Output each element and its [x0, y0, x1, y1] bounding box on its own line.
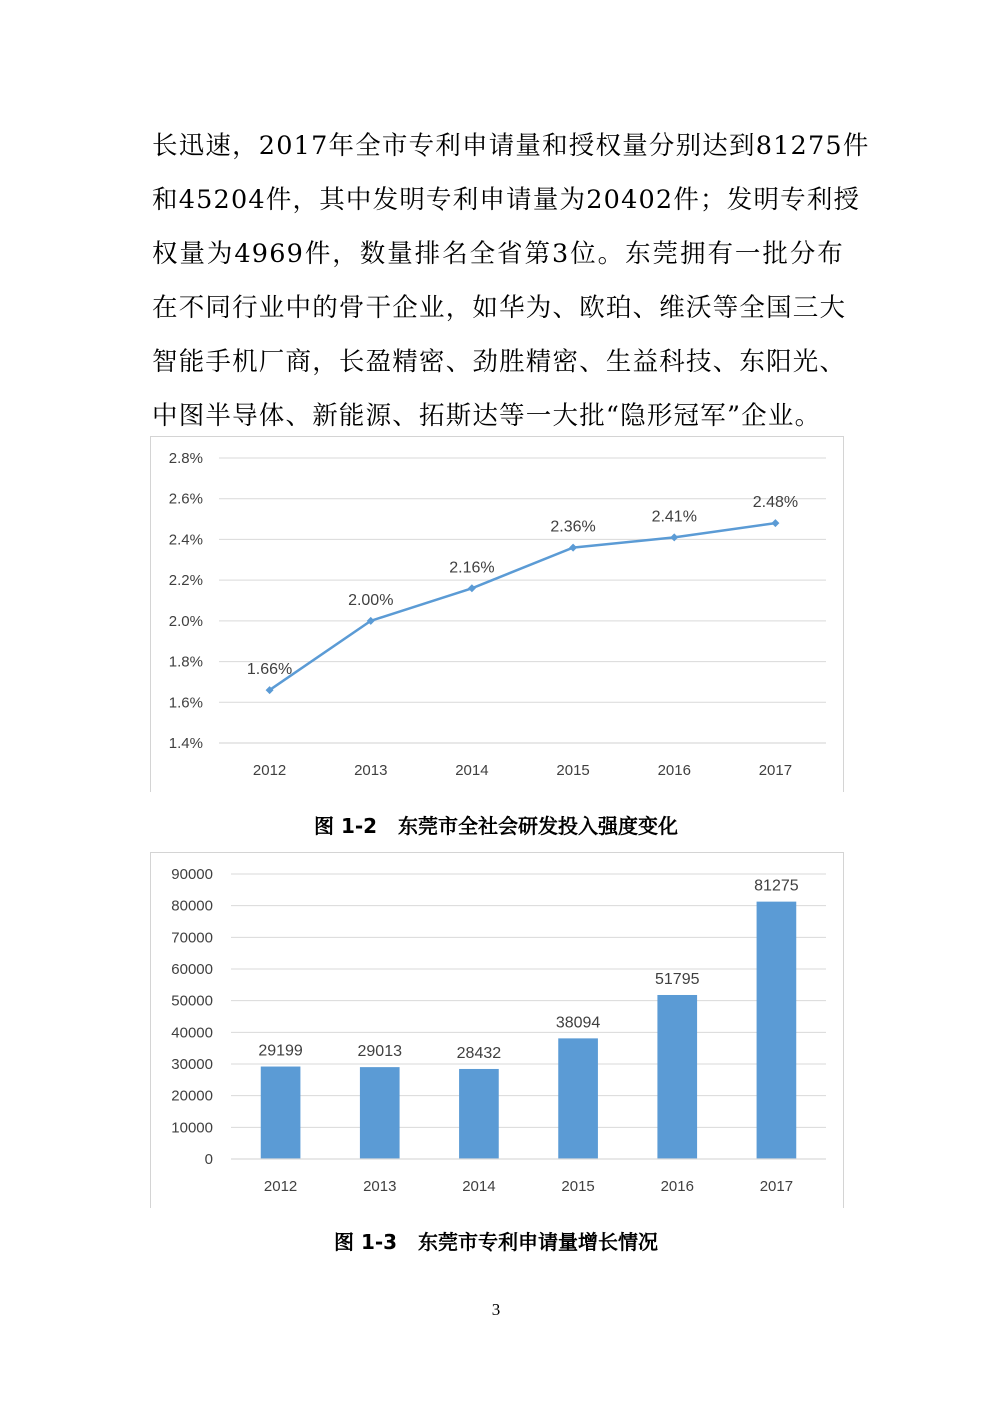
page-number: 3 — [491, 1300, 501, 1319]
body-paragraph — [152, 124, 870, 448]
y-tick-label: 2.8% — [168, 450, 203, 467]
y-tick-label: 0 — [204, 1151, 213, 1168]
data-point-marker — [670, 533, 678, 541]
y-tick-label: 90000 — [171, 866, 213, 883]
y-tick-label: 2.4% — [168, 531, 203, 549]
x-tick-label: 2013 — [363, 1178, 397, 1195]
y-tick-label: 70000 — [171, 929, 213, 947]
bar — [558, 1038, 598, 1159]
x-tick-label: 2012 — [263, 1178, 298, 1195]
bar — [757, 902, 797, 1159]
rd-intensity-chart — [150, 436, 844, 792]
figure-1-caption — [0, 810, 992, 839]
y-tick-label: 30000 — [171, 1056, 213, 1073]
x-tick-label: 2015 — [561, 1178, 595, 1195]
data-point-marker — [569, 544, 577, 552]
x-tick-label: 2014 — [455, 762, 489, 779]
paragraph-line: 在不同行业中的骨干企业，如华为、欧珀、维沃等全国三大 — [152, 293, 847, 323]
x-tick-label: 2012 — [252, 762, 287, 779]
data-label: 2.41% — [651, 508, 697, 526]
data-label: 2.00% — [348, 591, 394, 609]
paragraph-line: 长迅速，2017年全市专利申请量和授权量分别达到81275件 — [152, 131, 870, 161]
data-point-marker — [771, 519, 779, 527]
data-label: 51795 — [655, 970, 700, 988]
bar — [657, 995, 697, 1159]
data-label: 1.66% — [246, 661, 293, 679]
patent-applications-chart-svg — [151, 853, 843, 1208]
bar — [360, 1067, 400, 1159]
data-label: 2.36% — [550, 518, 596, 536]
x-tick-label: 2014 — [462, 1178, 496, 1195]
figure-2-title: 东莞市专利申请量增长情况 — [418, 1230, 658, 1254]
x-tick-label: 2017 — [758, 762, 793, 779]
y-tick-label: 10000 — [171, 1119, 213, 1137]
data-label: 2.16% — [449, 559, 495, 577]
paragraph-line: 中图半导体、新能源、拓斯达等一大批“隐形冠军”企业。 — [152, 401, 822, 431]
patent-applications-chart — [150, 852, 844, 1208]
x-tick-label: 2013 — [354, 762, 388, 779]
paragraph-line: 智能手机厂商，长盈精密、劲胜精密、生益科技、东阳光、 — [152, 347, 847, 377]
data-label: 29013 — [357, 1043, 402, 1061]
x-tick-label: 2015 — [556, 762, 590, 779]
rd-intensity-chart-svg — [151, 437, 843, 792]
y-tick-label: 1.4% — [168, 735, 203, 752]
series-line — [270, 523, 776, 690]
data-label: 2.48% — [752, 494, 799, 512]
y-tick-label: 2.0% — [168, 612, 203, 630]
y-tick-label: 20000 — [171, 1087, 213, 1105]
paragraph-line: 权量为4969件，数量排名全省第3位。东莞拥有一批分布 — [152, 239, 844, 269]
data-label: 29199 — [258, 1042, 303, 1060]
figure-1-title: 东莞市全社会研发投入强度变化 — [398, 814, 678, 838]
y-tick-label: 2.2% — [168, 572, 203, 590]
figure-2-caption — [0, 1226, 992, 1255]
y-tick-label: 1.8% — [168, 653, 203, 671]
figure-1-number: 图 1-2 — [314, 814, 378, 838]
data-label: 38094 — [555, 1014, 601, 1032]
y-tick-label: 80000 — [171, 897, 213, 915]
y-tick-label: 2.6% — [168, 490, 203, 508]
data-point-marker — [468, 584, 476, 592]
y-tick-label: 60000 — [171, 961, 213, 978]
data-label: 28432 — [456, 1044, 502, 1062]
bar — [261, 1067, 301, 1159]
x-tick-label: 2017 — [759, 1178, 794, 1195]
y-tick-label: 50000 — [171, 992, 213, 1010]
bar — [459, 1069, 499, 1159]
y-tick-label: 1.6% — [168, 694, 203, 712]
y-tick-label: 40000 — [171, 1024, 213, 1042]
data-label: 81275 — [754, 877, 799, 895]
figure-2-number: 图 1-3 — [334, 1230, 398, 1254]
x-tick-label: 2016 — [657, 762, 691, 779]
paragraph-line: 和45204件，其中发明专利申请量为20402件；发明专利授 — [152, 185, 861, 215]
x-tick-label: 2016 — [660, 1178, 694, 1195]
